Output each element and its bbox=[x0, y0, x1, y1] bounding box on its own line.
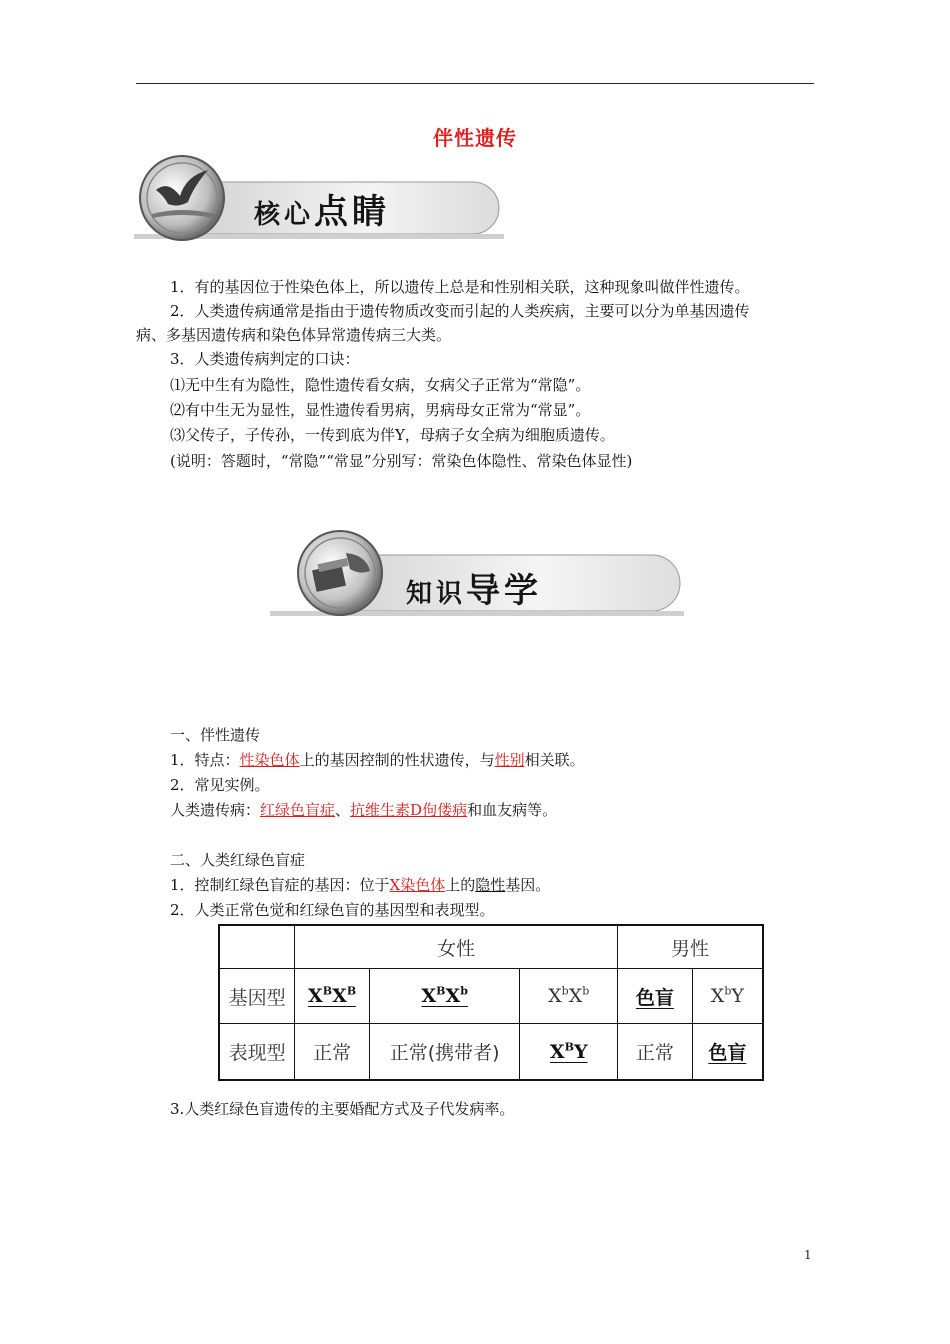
key-point-1: 1．有的基因位于性染色体上，所以遗传上总是和性别相关联，这种现象叫做伴性遗传。 bbox=[170, 278, 750, 296]
key-point-2: 2．人类遗传病通常是指由于遗传物质改变而引起的人类疾病，主要可以分为单基因遗传 bbox=[170, 302, 750, 320]
cell-XBY: $X^BY$ bbox=[520, 1024, 618, 1081]
page-title: 伴性遗传 bbox=[433, 126, 517, 150]
cell-normal: 正常 bbox=[295, 1024, 370, 1081]
header-rule bbox=[136, 83, 814, 84]
header-male: 男性 bbox=[618, 925, 763, 969]
section1-line3: 人类遗传病：红绿色盲症、抗维生素D佝偻病和血友病等。 bbox=[170, 801, 558, 819]
cell-colorblind: 色盲 bbox=[692, 1024, 763, 1081]
cell-XBXb: $X^BX^b$ bbox=[370, 969, 520, 1024]
section-heading: 二、人类红绿色盲症 bbox=[170, 851, 306, 869]
row-label-phenotype: 表现型 bbox=[219, 1024, 295, 1081]
banner-title-b: 导学 bbox=[466, 571, 543, 611]
cell-XbXb: $X^bX^b$ bbox=[520, 969, 618, 1024]
banner-knowledge-guide bbox=[270, 525, 684, 621]
note: (说明：答题时，“常隐”“常显”分别写：常染色体隐性、常染色体显性) bbox=[170, 452, 633, 470]
section-heading: 一、伴性遗传 bbox=[170, 726, 261, 744]
cell-XBXB: $X^BX^B$ bbox=[295, 969, 370, 1024]
cell-normal: 正常 bbox=[618, 1024, 693, 1081]
answer-blank: 红绿色盲症 bbox=[260, 801, 336, 819]
banner-title-a: 知识 bbox=[406, 579, 467, 609]
section2-line1: 1．控制红绿色盲症的基因：位于X染色体上的隐性基因。 bbox=[170, 876, 551, 894]
page-number: 1 bbox=[804, 1248, 812, 1262]
banner-core-points bbox=[134, 152, 504, 244]
section2-line3: 3.人类红绿色盲遗传的主要婚配方式及子代发病率。 bbox=[170, 1100, 515, 1118]
banner-title-b: 点睛 bbox=[314, 192, 391, 232]
section1-line2: 2．常见实例。 bbox=[170, 776, 270, 794]
rule-2: ⑵有中生无为显性，显性遗传看男病，男病母女正常为“常显”。 bbox=[170, 401, 591, 419]
section2-line2: 2．人类正常色觉和红绿色盲的基因型和表现型。 bbox=[170, 901, 495, 919]
answer-blank: X染色体 bbox=[389, 876, 446, 894]
rule-1: ⑴无中生有为隐性，隐性遗传看女病，女病父子正常为“常隐”。 bbox=[170, 376, 591, 394]
rule-3: ⑶父传子，子传孙，一传到底为伴Y，母病子女全病为细胞质遗传。 bbox=[170, 426, 615, 444]
genotype-phenotype-table bbox=[218, 924, 764, 1081]
banner-title-a: 核心 bbox=[254, 200, 315, 230]
answer-blank: 隐性 bbox=[475, 876, 506, 894]
section1-line1: 1．特点：性染色体上的基因控制的性状遗传，与性别相关联。 bbox=[170, 751, 585, 769]
answer-blank: 性别 bbox=[494, 751, 525, 769]
key-point-3: 3．人类遗传病判定的口诀： bbox=[170, 350, 360, 368]
header-female: 女性 bbox=[295, 925, 618, 969]
table-corner bbox=[219, 925, 295, 969]
answer-blank: 性染色体 bbox=[239, 751, 300, 769]
cell-colorblind: 色盲 bbox=[618, 969, 693, 1024]
cell-carrier: 正常(携带者) bbox=[370, 1024, 520, 1081]
key-point-2-cont: 病、多基因遗传病和染色体异常遗传病三大类。 bbox=[136, 326, 452, 344]
row-label-genotype: 基因型 bbox=[219, 969, 295, 1024]
cell-XbY: $X^bY$ bbox=[692, 969, 763, 1024]
answer-blank: 抗维生素D佝偻病 bbox=[350, 801, 468, 819]
